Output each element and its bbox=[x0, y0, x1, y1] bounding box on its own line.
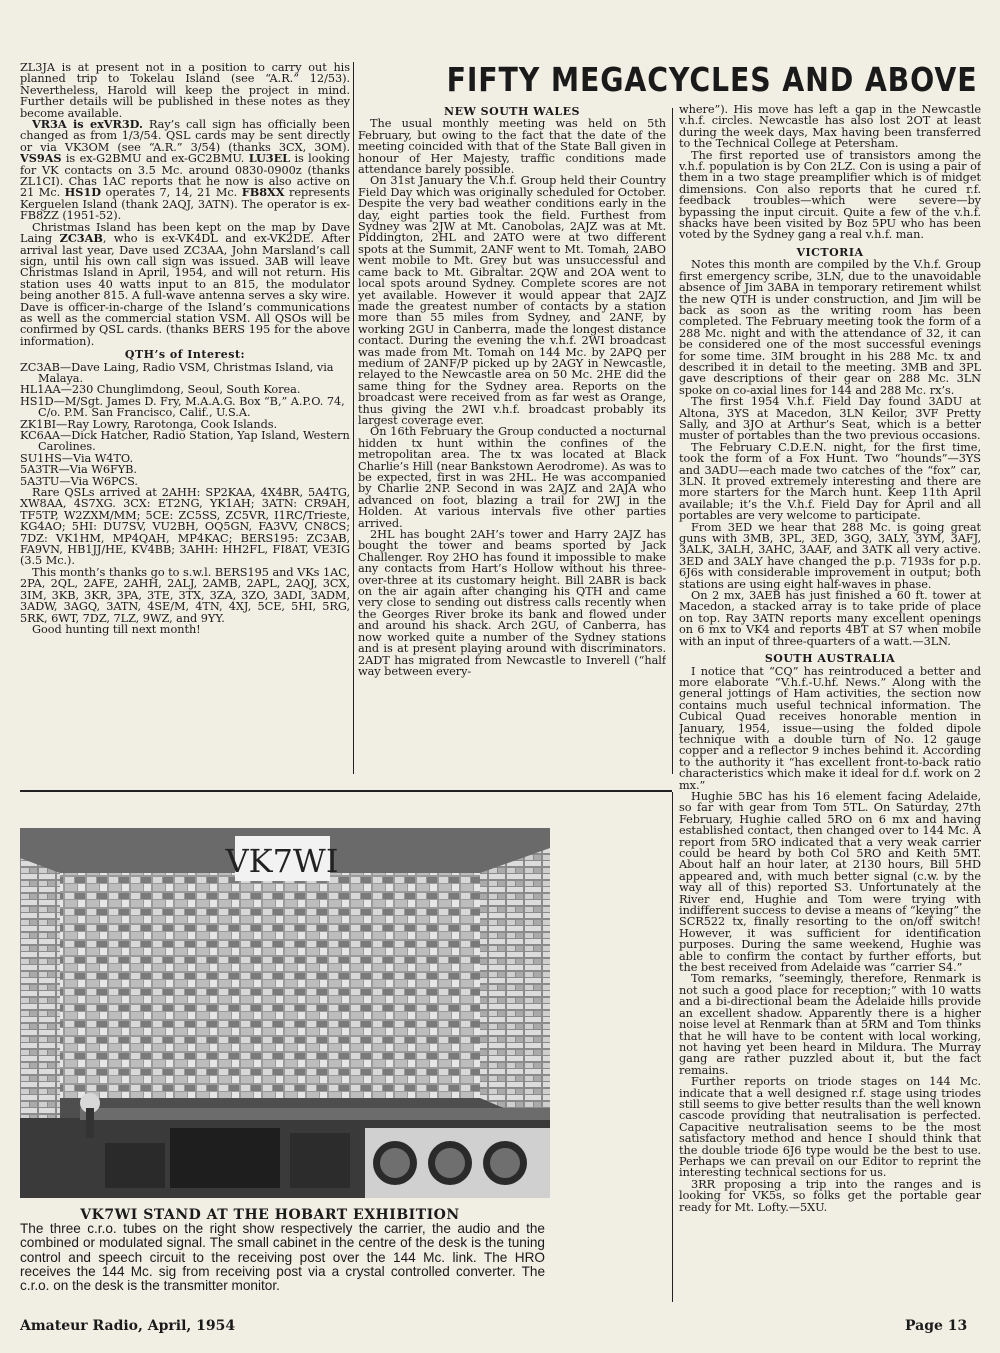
paragraph: Rare QSLs arrived at 2AHH: SP2KAA, 4X4BR, 5A4TG, XW8AA, 4S7XG. 3CX: ET2NG, YK1AH; 3ATN: CR9AH, TF5TP, W2ZXM/MM; 5CE: ZC5SS, ZC5VR, I1RC/Trieste, KG4AO; 5HI: DU7SV, VU2BH, OQ5GN, FA3VV, CN8CS; 7DZ: VK1HM, MP4QAH, MP4KAC; BERS195: ZC3AB, FA9VN, HB1JJ/HE, KV4BB; 3AHH: HH2FL, FI8AT, VE3IG (3.5 Mc.). bbox=[20, 486, 350, 568]
column-1 bbox=[20, 62, 350, 774]
qth-entry: 5A3TR—Via W6FYB. bbox=[20, 463, 137, 477]
paragraph: Tom remarks, “seemingly, therefore, Renmark is not such a good place for reception;” with 10 watts and a bi-directional beam the Adelaide hills provide an excellent shadow. Apparently there is a higher noise level at Renmark than at 5RM and Tom thinks that he will have to be content with local working, not having yet been heard in Mildura. The Murray gang are rather puzzled about it, but the fact remains. bbox=[679, 972, 981, 1077]
qth-entry: ZK1BI—Ray Lowry, Rarotonga, Cook Islands. bbox=[20, 417, 278, 431]
paragraph: Good hunting till next month! bbox=[32, 622, 201, 636]
paragraph: The first 1954 V.h.f. Field Day found 3ADU at Altona, 3YS at Macedon, 3LN Keilor, 3VF Pretty Sally, and 3JO at Arthur’s Seat, which is a better muster of portables than the two previous occasions. bbox=[679, 395, 981, 443]
column-rule bbox=[353, 62, 354, 774]
paragraph: ZL3JA is at present not in a position to carry out his planned trip to Tokelau Island (see “A.R.” 12/53). Nevertheless, Harold will keep the project in mind. Further details will be published in these notes as they become available. bbox=[20, 62, 350, 120]
column-3 bbox=[679, 104, 981, 1304]
exhibition-photo-illustration bbox=[20, 828, 550, 1198]
paragraph: Notes this month are compiled by the V.h.f. Group first emergency scribe, 3LN, due to the unavoidable absence of Jim 3ABA in temporary retirement whilst the new QTH is under construction, and Jim will be back as soon as the writing room has been completed. The February meeting took the form of a 288 Mc. night and with the attendance of 32, it can be considered one of the most successful evenings for some time. 3IM brought in his 288 Mc. tx and described it in detail to the meeting. 3MB and 3PL gave descriptions of their gear on 288 Mc. 3LN spoke on co-axial lines for 144 and 288 Mc. rx’s. bbox=[679, 258, 981, 397]
paragraph: Christmas Island has been kept on the map by Dave Laing ZC3AB, who is ex-VK4DL and ex-VK2DE. After arrival last year, Dave used ZC3AA, John Marsland’s call sign, until his own call sign was issued. 3AB will leave Christmas Island in April, 1954, and will not return. His station uses 40 watts input to an 815, the modulator being another 815. A full-wave antenna serves a sky wire. Dave is officer-in-charge of the Island’s communications as well as the commercial station VSM. All QSOs will be confirmed by QSL cards. (thanks BERS 195 for the above information). bbox=[20, 220, 350, 348]
qth-entry: 5A3TU—Via W6PCS. bbox=[20, 474, 138, 488]
section-heading-south-australia: SOUTH AUSTRALIA bbox=[764, 652, 896, 666]
paragraph: 3RR proposing a trip into the ranges and is looking for VK5s, so folks get the portable gear ready for Mt. Lofty.—5XU. bbox=[679, 1177, 981, 1214]
vk7wi-sign: VK7WI bbox=[225, 842, 339, 880]
paragraph: I notice that “CQ” has reintroduced a better and more elaborate “V.h.f.-U.hf. News.” Along with the general jottings of Ham activities, the section now contains much useful technical information. The Cubical Quad receives honorable mention in January, 1954, issue—using the folded dipole technique with a double turn of No. 12 gauge copper and a reflector 9 inches behind it. According to the authority it “has excellent front-to-back ratio characteristics which make it ideal for d.f. work on 2 mx.” bbox=[679, 664, 981, 792]
paragraph: Hughie 5BC has his 16 element facing Adelaide, so far with gear from Tom 5TL. On Saturday, 27th February, Hughie called 5RO on 6 mx and having established contact, then changed over to 144 Mc. A report from 5RO indicated that a very weak carrier could be heard by both Col 5RO and Keith 5MT. About half an hour later, at 2130 hours, Bill 5HD appeared and, with much better signal (c.w. by the way all of this) reported S3. Unfortunately at the River end, Hughie and Tom were trying with indifferent success to devise a means of “keying” the SCR522 tx, finally resorting to the on/off switch! However, it was sufficient for identification purposes. During the same weekend, Hughie was able to confirm the contact by further efforts, but the best received from Adelaide was “carrier S4.” bbox=[679, 789, 981, 975]
column-rule bbox=[672, 792, 673, 1302]
page-title: FIFTY MEGACYCLES AND ABOVE bbox=[446, 60, 978, 99]
paragraph: The first reported use of transistors among the v.h.f. population is by Con 2LZ. Con is using a pair of them in a two stage preamplifier which is of midget dimensions. Con also reports that he cured r.f. feedback troubles—which were severe—by bypassing the input circuit. Quite a few of the v.h.f. shacks have been visited by Boz 5PU who has been voted by the Sydney gang a real v.h.f. man. bbox=[679, 148, 981, 242]
paragraph: 2HL has bought 2AH’s tower and Harry 2AJZ has bought the tower and beams sported by Jack Challenger. Roy 2HO has found it impossible to make any contacts from Hart’s Hollow without his three-over-three at its customary height. Bill 2ABR is back on the air again after changing his QTH and came very close to sending out distress calls recently when the Georges River broke its bank and flowed under and around his shack. Arch 2GU, of Canberra, has now worked quite a number of the Sydney stations and is at present playing around with discriminators. 2ADT has migrated from Newcastle to Inverell (“half way between every- bbox=[358, 528, 666, 678]
column-rule bbox=[672, 108, 673, 774]
paragraph: Further reports on triode stages on 144 Mc. indicate that a well designed r.f. stage using triodes still seems to give better results than the well known cascode providing that neutralisation is perfected. Capacitive neutralisation seems to be the most satisfactory method and hence I should think that the double triode 6J6 type would be the best to use. Perhaps we can prevail on our Editor to reprint the interesting technical sections for us. bbox=[679, 1075, 981, 1180]
paragraph: The February C.D.E.N. night, for the first time, took the form of a Fox Hunt. Two “hounds”—3YS and 3ADU—each made two catches of the “fox” car, 3LN. It proved extremely interesting and there are more starters for the March hunt. Keep 11th April available; it’s the V.h.f. Field Day for April and all portables are very welcome to participate. bbox=[679, 440, 981, 523]
paragraph: On 2 mx, 3AEB has just finished a 60 ft. tower at Macedon, a stacked array is to take pride of place on top. Ray 3ATN reports many excellent openings on 6 mx to VK4 and reports 4BT at S7 when mobile with an input of three-quarters of a watt.—3LN. bbox=[679, 589, 981, 648]
footer-publication: Amateur Radio, April, 1954 bbox=[20, 1318, 236, 1334]
paragraph: On 31st January the V.h.f. Group held their Country Field Day which was originally scheduled for October. Despite the very bad weather conditions early in the day, eight parties took the field. Furthest from Sydney was 2JW at Mt. Canobolas, 2AJZ was at Mt. Piddington, 2HL and 2ATO were at two different spots at the Summit, 2ANF went to Mt. Tomah, 2ABO went mobile to Mt. Grey but was unsuccessful and came back to Mt. Gibraltar. 2QW and 2OA went to local spots around Sydney. Complete scores are not yet available. However it would appear that 2AJZ made the greatest number of contacts by a station more than 55 miles from Sydney, and 2ANF, by working 2GU in Canberra, made the longest distance contact. During the evening the v.h.f. 2WI broadcast was made from Mt. Tomah on 144 Mc. by 2APQ per medium of 2ANF/P picked up by 2AGY in Newcastle, relayed to the Newcastle area on 50 Mc. 2HE did the same thing for the Sydney area. Reports on the broadcast were received from as far west as Orange, thus giving the 2WI v.h.f. broadcast probably its largest coverage ever. bbox=[358, 174, 666, 427]
paragraph: This month’s thanks go to s.w.l. BERS195 and VKs 1AC, 2PA, 2QL, 2AFE, 2AHH, 2ALJ, 2AMB, 2APL, 2AQJ, 3CX, 3IM, 3KB, 3KR, 3PA, 3TE, 3TX, 3ZA, 3ZO, 3ADI, 3ADM, 3ADW, 3AGQ, 3ATN, 4SE/M, 4TN, 4XJ, 5CE, 5HI, 5RG, 5RK, 6WT, 7DZ, 7LZ, 9WZ, and 9YY. bbox=[20, 565, 350, 625]
qth-entry: ZC3AB—Dave Laing, Radio VSM, Christmas Island, via Malaya. bbox=[20, 360, 334, 385]
section-heading-nsw: NEW SOUTH WALES bbox=[444, 105, 580, 118]
exhibition-photo bbox=[20, 828, 550, 1198]
paragraph: The usual monthly meeting was held on 5th February, but owing to the fact that the date of the meeting coincided with that of the State Ball given in honour of Her Majesty, traffic conditions made attendance barely possible. bbox=[358, 117, 666, 177]
paragraph: On 16th February the Group conducted a nocturnal hidden tx hunt within the confines of the metropolitan area. The tx was located at Black Charlie’s Hill (near Bankstown Aerodrome). As was to be expected, first in was 2HL. He was accompanied by Charlie 2NP. Second in was 2AJZ and 2AJA who advanced on foot, blazing a trail for 2WJ in the Holden. At various intervals five other parties arrived. bbox=[358, 425, 666, 530]
column-2 bbox=[358, 104, 666, 776]
section-divider bbox=[20, 790, 672, 792]
qth-entry: KC6AA—Dick Hatcher, Radio Station, Yap Island, Western Carolines. bbox=[20, 429, 350, 454]
paragraph: VR3A is exVR3D. Ray’s call sign has officially been changed as from 1/3/54. QSL cards may be sent directly or via VK3OM (see “A.R.” 3/54) (thanks 3CX, 3OM). VS9AS is ex-G2BMU and ex-GC2BMU. LU3EL is looking for VK contacts on 3.5 Mc. around 0830-0900z (thanks ZL1CI). Chas 1AC reports that he now is also active on 21 Mc. HS1D operates 7, 14, 21 Mc. FB8XX represents Kerguelen Island (thank 2AQJ, 3ATN). The operator is ex-FB8ZZ (1951-52). bbox=[20, 117, 350, 223]
photo-caption: The three c.r.o. tubes on the right show respectively the carrier, the audio and the combined or modulated signal. The small cabinet in the centre of the desk is the tuning control and speech circuit to the receiving post over the 144 Mc. link. The HRO receives the 144 Mc. sig from receiving post via a crystal controlled converter. The c.r.o. on the desk is the transmitter monitor. bbox=[20, 1221, 545, 1294]
qth-entry: HL1AA—230 Chunglimdong, Seoul, South Korea. bbox=[20, 383, 301, 397]
qth-entry: HS1D—M/Sgt. James D. Fry, M.A.A.G. Box “B,” A.P.O. 74, C/o. P.M. San Francisco, Calif., U.S.A. bbox=[20, 394, 345, 420]
footer-page-number: Page 13 bbox=[905, 1318, 968, 1334]
paragraph: From 3ED we hear that 288 Mc. is going great guns with 3MB, 3PL, 3ED, 3GQ, 3ALY, 3YM, 3AFJ, 3ALK, 3ALH, 3AHC, 3AAF, and 3ATK all very active. 3ED and 3ALY have changed the p.p. 7193s for p.p. 6J6s with considerable improvement in output; both stations are using eight half-waves in phase. bbox=[679, 520, 981, 591]
paragraph: where”). His move has left a gap in the Newcastle v.h.f. circles. Newcastle has also lost 2OT at least during the week days, Max having been transferred to the Technical College at Petersham. bbox=[679, 104, 981, 151]
qth-entry: SU1HS—Via W4TO. bbox=[20, 451, 134, 465]
qth-heading: QTH’s of Interest: bbox=[124, 348, 246, 362]
section-heading-victoria: VICTORIA bbox=[796, 245, 864, 259]
photo-caption-title: VK7WI STAND AT THE HOBART EXHIBITION bbox=[80, 1207, 460, 1223]
